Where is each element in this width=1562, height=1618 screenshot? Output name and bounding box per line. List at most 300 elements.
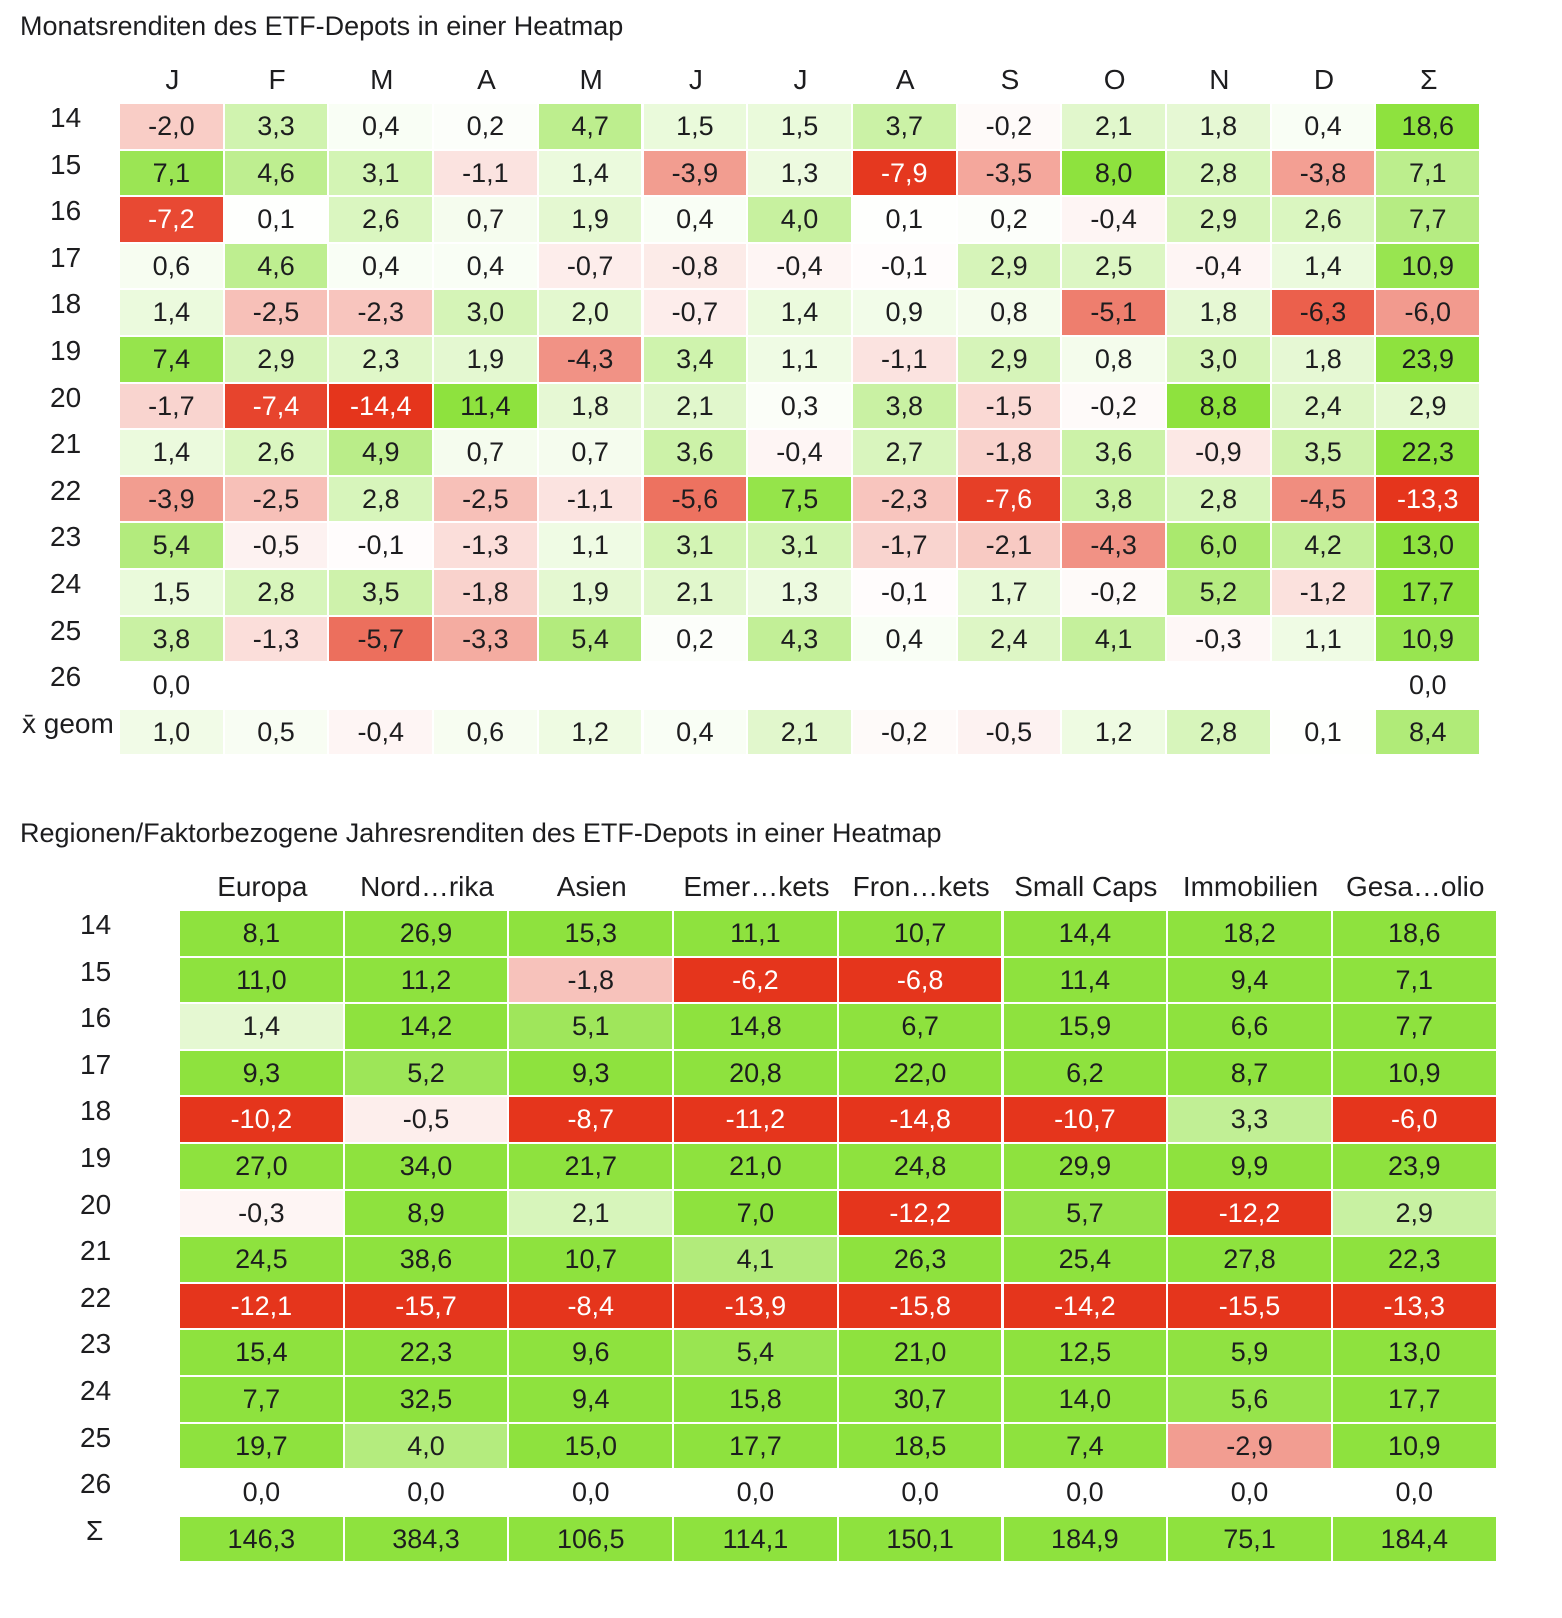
heatmap-cell: -3,9 [120,477,223,522]
heatmap-cell: 1,5 [644,104,747,149]
heatmap-cell: 17,7 [674,1424,837,1469]
heatmap-cell: 11,2 [345,958,508,1003]
heatmap-cell: -1,2 [1272,570,1375,615]
heatmap-cell: -1,3 [434,523,537,568]
heatmap-cell: 14,0 [1004,1377,1167,1422]
heatmap-cell: 2,8 [329,477,432,522]
heatmap-cell: 21,0 [674,1144,837,1189]
heatmap-cell: -1,5 [958,384,1061,429]
heatmap-cell: 1,9 [539,197,642,242]
heatmap-cell: 4,0 [345,1424,508,1469]
heatmap-cell: 1,4 [539,151,642,196]
heatmap-cell: 5,4 [674,1330,837,1375]
heatmap-cell: 3,0 [1167,337,1270,382]
heatmap-cell: -10,2 [180,1097,343,1142]
heatmap-cell: -0,9 [1167,430,1270,475]
column-header: Small Caps [1014,871,1158,902]
heatmap-cell: 0,3 [748,384,851,429]
heatmap-cell: -6,0 [1376,290,1479,335]
heatmap-cell: 2,4 [958,617,1061,662]
heatmap-cell: 0,8 [958,290,1061,335]
heatmap-cell: 18,2 [1168,911,1331,956]
heatmap-cell: -2,0 [120,104,223,149]
heatmap-cell: -1,7 [120,384,223,429]
heatmap-cell: 38,6 [345,1237,508,1282]
heatmap-cell: 27,8 [1168,1237,1331,1282]
heatmap-cell: -6,0 [1333,1097,1496,1142]
heatmap-cell: 2,7 [853,430,956,475]
heatmap-cell: 7,7 [180,1377,343,1422]
column-header: Emer…kets [683,871,830,902]
column-header: Immobilien [1182,871,1319,902]
heatmap-cell: 22,3 [1376,430,1479,475]
heatmap-cell: 1,8 [1167,104,1270,149]
heatmap-cell: 22,3 [1333,1237,1496,1282]
heatmap-cell: 0,0 [1408,670,1447,701]
row-label: 26 [80,1468,112,1500]
heatmap-cell: 0,7 [539,430,642,475]
heatmap-cell: 17,7 [1376,570,1479,615]
heatmap-cell: 5,1 [509,1004,672,1049]
heatmap-cell: 6,6 [1168,1004,1331,1049]
heatmap-cell: 0,0 [1230,1477,1269,1508]
heatmap-cell: 23,9 [1333,1144,1496,1189]
heatmap-cell: 24,8 [839,1144,1002,1189]
heatmap-cell: 1,0 [120,710,223,755]
column-header: J [165,64,180,95]
heatmap-cell: 2,1 [644,384,747,429]
heatmap-cell: 15,9 [1004,1004,1167,1049]
heatmap-cell: -3,3 [434,617,537,662]
heatmap-cell: 0,1 [853,197,956,242]
heatmap-cell: -13,3 [1333,1284,1496,1329]
heatmap-cell: 9,6 [509,1330,672,1375]
column-header: Fron…kets [852,871,990,902]
heatmap-cell: 0,0 [901,1477,939,1508]
heatmap-cell: 3,1 [644,523,747,568]
column-header: D [1313,64,1335,95]
heatmap-cell: 22,3 [345,1330,508,1375]
heatmap-cell: -1,1 [434,151,537,196]
heatmap-cell: 146,3 [180,1517,343,1562]
heatmap-cell: 2,0 [539,290,642,335]
column-header: A [895,64,915,95]
heatmap-cell: -0,1 [853,244,956,289]
heatmap-cell: 11,0 [180,958,343,1003]
row-label: 23 [50,521,82,553]
heatmap-cell: 1,2 [1062,710,1165,755]
heatmap-cell: 1,5 [120,570,223,615]
heatmap-cell: 3,5 [329,570,432,615]
heatmap-cell: -4,5 [1272,477,1375,522]
heatmap-cell: -11,2 [674,1097,837,1142]
heatmap-cell: 11,4 [434,384,537,429]
heatmap-cell: 1,9 [539,570,642,615]
heatmap-cell: 23,9 [1376,337,1479,382]
heatmap-cell: 3,8 [853,384,956,429]
heatmap-cell: 1,3 [748,570,851,615]
heatmap-cell: 4,0 [748,197,851,242]
heatmap-cell: 27,0 [180,1144,343,1189]
heatmap-cell: 1,5 [748,104,851,149]
heatmap-cell: -0,4 [1167,244,1270,289]
heatmap-cell: 3,1 [748,523,851,568]
row-label: 14 [80,909,112,940]
heatmap-cell: -1,1 [853,337,956,382]
heatmap-cell: 2,8 [1167,151,1270,196]
heatmap-cell: -13,3 [1376,477,1479,522]
heatmap-cell: 1,4 [1272,244,1375,289]
heatmap-cell: 0,2 [958,197,1061,242]
heatmap-cell: 26,3 [839,1237,1002,1282]
heatmap-cell: 3,1 [329,151,432,196]
heatmap-cell: 10,9 [1376,244,1479,289]
heatmap-cell: -0,1 [853,570,956,615]
heatmap-cell: -1,8 [958,430,1061,475]
heatmap-cell: -10,7 [1004,1097,1167,1142]
heatmap-cell: -1,1 [539,477,642,522]
heatmap-cell: 7,1 [1333,958,1496,1003]
heatmap-cell: 9,4 [1168,958,1331,1003]
heatmap-cell: 3,5 [1272,430,1375,475]
row-label: 14 [50,102,82,133]
heatmap-cell: 0,1 [225,197,328,242]
heatmap-cell: 3,6 [644,430,747,475]
heatmap-cell: -0,5 [225,523,328,568]
column-header: Europa [217,871,308,902]
heatmap-cell: 30,7 [839,1377,1002,1422]
heatmap-cell: 2,9 [1167,197,1270,242]
heatmap-cell: 22,0 [839,1051,1002,1096]
heatmap-cell: -0,4 [1062,197,1165,242]
heatmap-cell: 15,3 [509,911,672,956]
row-label: 22 [50,474,82,506]
heatmap-cell: 7,7 [1333,1004,1496,1049]
heatmap-cell: 2,4 [1272,384,1375,429]
heatmap-cell: 1,9 [434,337,537,382]
heatmap-cell: -5,6 [644,477,747,522]
heatmap-cell: 21,7 [509,1144,672,1189]
heatmap-cell: 8,1 [180,911,343,956]
heatmap-cell: 184,9 [1004,1517,1167,1562]
row-label: 25 [50,614,82,646]
heatmap-cell: -7,6 [958,477,1061,522]
row-label: 17 [50,241,82,273]
heatmap-cell: 5,4 [120,523,223,568]
heatmap-cell: -14,4 [329,384,432,429]
heatmap-cell: 17,7 [1333,1377,1496,1422]
heatmap-cell: 0,0 [1395,1477,1433,1508]
heatmap-cell: 0,0 [242,1477,281,1508]
heatmap-cell: -0,4 [748,430,851,475]
heatmap-cell: 6,0 [1167,523,1270,568]
heatmap-cell: 0,4 [644,197,747,242]
column-header: Σ [1420,64,1438,95]
heatmap-cell: -15,8 [839,1284,1002,1329]
heatmap-cell: 3,8 [120,617,223,662]
heatmap-cell: 32,5 [345,1377,508,1422]
heatmap-cell: -0,2 [1062,570,1165,615]
heatmap-cell: -2,3 [853,477,956,522]
heatmap-cell: 4,3 [748,617,851,662]
heatmap-cell: 2,6 [1272,197,1375,242]
heatmap-cell: 1,2 [539,710,642,755]
heatmap-cell: 21,0 [839,1330,1002,1375]
heatmap-cell: 4,6 [225,244,328,289]
heatmap-cell: 184,4 [1333,1517,1496,1562]
heatmap-cell: 1,4 [748,290,851,335]
heatmap-cell: 2,3 [329,337,432,382]
heatmap-cell: 1,1 [1272,617,1375,662]
heatmap-cell: -6,8 [839,958,1002,1003]
heatmap-cell: -5,1 [1062,290,1165,335]
heatmap-cell: 0,4 [853,617,956,662]
heatmap-cell: 7,4 [120,337,223,382]
heatmap-cell: 9,9 [1168,1144,1331,1189]
row-label: 16 [50,195,82,227]
heatmap-cell: -3,9 [644,151,747,196]
column-header: F [268,64,286,95]
heatmap-cell: 2,9 [1376,384,1479,429]
heatmap-cell: -6,2 [674,958,837,1003]
heatmap-cell: -0,2 [1062,384,1165,429]
heatmap-cell: 3,8 [1062,477,1165,522]
heatmap-cell: 4,7 [539,104,642,149]
heatmap-cell: 114,1 [674,1517,837,1562]
heatmap-cell: -0,3 [180,1191,343,1236]
heatmap-cell: 3,4 [644,337,747,382]
heatmap-cell: -1,3 [225,617,328,662]
heatmap-cell: -0,2 [958,104,1061,149]
row-label: 26 [50,661,82,693]
heatmap-cell: 0,4 [1272,104,1375,149]
heatmap-cell: 14,8 [674,1004,837,1049]
heatmap-cell: 0,2 [434,104,537,149]
heatmap-cell: -14,2 [1004,1284,1167,1329]
heatmap-cell: 5,7 [1004,1191,1167,1236]
heatmap-cell: -0,1 [329,523,432,568]
heatmap-cell: -0,7 [644,290,747,335]
heatmap-cell: -5,7 [329,617,432,662]
row-label: 15 [50,148,82,180]
heatmap-cell: 0,0 [152,670,191,701]
heatmap-cell: 10,9 [1376,617,1479,662]
heatmap-cell: 0,0 [1066,1477,1104,1508]
row-label: 18 [50,288,82,320]
column-header: M [579,64,603,95]
row-label: 17 [80,1048,112,1080]
heatmap-cell: -3,5 [958,151,1061,196]
heatmap-cell: -2,5 [225,477,328,522]
row-label: Σ [86,1514,104,1546]
heatmap-cell: 1,4 [120,290,223,335]
heatmap-cell: 7,4 [1004,1424,1167,1469]
heatmap-cell: -0,5 [345,1097,508,1142]
heatmap-cell: 0,9 [853,290,956,335]
heatmap-cell: 1,8 [1167,290,1270,335]
heatmap-cell: -12,2 [839,1191,1002,1236]
row-label: 15 [80,955,112,987]
heatmap-cell: 24,5 [180,1237,343,1282]
column-header: Asien [556,871,627,902]
heatmap-cell: 0,2 [644,617,747,662]
heatmap-cell: -2,1 [958,523,1061,568]
row-label: 21 [50,428,82,460]
heatmap-cell: -6,3 [1272,290,1375,335]
heatmap-cell: -2,9 [1168,1424,1331,1469]
heatmap-cell: 11,4 [1004,958,1167,1003]
heatmap-cell: 4,2 [1272,523,1375,568]
heatmap-cell: -8,4 [509,1284,672,1329]
heatmap-cell: 9,3 [180,1051,343,1096]
heatmap-cell: 150,1 [839,1517,1002,1562]
heatmap-cell: 0,6 [434,710,537,755]
heatmap-cell: 18,5 [839,1424,1002,1469]
heatmap-cell: -2,5 [434,477,537,522]
heatmap-cell: 3,7 [853,104,956,149]
row-label: 20 [50,381,82,413]
heatmap-cell: -13,9 [674,1284,837,1329]
heatmap-cell: -0,4 [748,244,851,289]
heatmap-cell: 25,4 [1004,1237,1167,1282]
row-label: 23 [80,1328,112,1360]
heatmap-cell: 10,7 [509,1237,672,1282]
heatmap-cell: 75,1 [1168,1517,1331,1562]
row-label: x̄ geom [22,707,114,739]
heatmap-cell: 2,1 [748,710,851,755]
heatmap-cell: 7,5 [748,477,851,522]
heatmap-cell: 6,2 [1004,1051,1167,1096]
heatmap-cell: -12,1 [180,1284,343,1329]
heatmap-cell: 19,7 [180,1424,343,1469]
heatmap-cell: 106,5 [509,1517,672,1562]
heatmap-cell: -0,8 [644,244,747,289]
heatmap-cell: 2,1 [644,570,747,615]
heatmap-cell: -0,7 [539,244,642,289]
heatmap-cell: 0,4 [434,244,537,289]
heatmap-cell: 13,0 [1376,523,1479,568]
heatmap-cell: -0,4 [329,710,432,755]
heatmap-cell: 20,8 [674,1051,837,1096]
heatmap-cell: 1,1 [539,523,642,568]
row-label: 19 [50,335,82,366]
heatmap-cell: -3,8 [1272,151,1375,196]
heatmap-cell: 10,9 [1333,1424,1496,1469]
heatmap-cell: 6,7 [839,1004,1002,1049]
row-label: 16 [80,1002,112,1034]
heatmap-cell: 0,7 [434,197,537,242]
heatmap-cell: -1,8 [509,958,672,1003]
heatmap-cell: 10,7 [839,911,1002,956]
heatmap-cell: 1,7 [958,570,1061,615]
heatmap-cell: -1,7 [853,523,956,568]
heatmap-cell: 0,5 [225,710,328,755]
heatmap-cell: -14,8 [839,1097,1002,1142]
heatmap-cell: -0,3 [1167,617,1270,662]
heatmap-cell: 1,1 [748,337,851,382]
heatmap-cell: -1,8 [434,570,537,615]
heatmap-cell: 5,2 [345,1051,508,1096]
heatmap-cell: -7,2 [120,197,223,242]
heatmap-cell: 0,8 [1062,337,1165,382]
heatmap-cell: -0,2 [853,710,956,755]
row-label: 25 [80,1421,112,1453]
heatmap-cell: 14,2 [345,1004,508,1049]
heatmap-cell: 1,8 [539,384,642,429]
heatmap-cell: 7,1 [120,151,223,196]
column-header: Nord…rika [360,871,494,902]
heatmap-cell: 0,4 [644,710,747,755]
column-header: J [793,64,808,95]
heatmap-cell: 2,8 [1167,710,1270,755]
row-label: 19 [80,1142,112,1173]
heatmap-cell: 2,1 [509,1191,672,1236]
heatmap-cell: 1,3 [748,151,851,196]
regional-heatmap-title: Regionen/Faktorbezogene Jahresrenditen des ETF-Depots in einer Heatmap [20,818,942,848]
heatmap-cell: -7,4 [225,384,328,429]
heatmap-cell: 34,0 [345,1144,508,1189]
heatmap-cell: 0,1 [1272,710,1375,755]
heatmap-cell: 2,9 [958,244,1061,289]
heatmap-cell: -0,5 [958,710,1061,755]
heatmap-cell: 10,9 [1333,1051,1496,1096]
heatmap-cell: -4,3 [1062,523,1165,568]
heatmap-cell: -7,9 [853,151,956,196]
heatmap-cell: 0,7 [434,430,537,475]
column-header: S [1000,64,1020,95]
heatmap-cell: 18,6 [1333,911,1496,956]
heatmap-cell: 2,8 [1167,477,1270,522]
column-header: O [1103,64,1126,95]
column-header: M [370,64,394,95]
heatmap-cell: 14,4 [1004,911,1167,956]
column-header: Gesa…olio [1345,871,1485,902]
heatmap-cell: 4,6 [225,151,328,196]
heatmap-cell: 3,3 [225,104,328,149]
row-label: 24 [80,1375,112,1406]
heatmap-cell: 2,9 [958,337,1061,382]
heatmap-cell: -15,5 [1168,1284,1331,1329]
heatmap-cell: 7,0 [674,1191,837,1236]
heatmap-cell: 1,8 [1272,337,1375,382]
heatmap-cell: 5,4 [539,617,642,662]
column-header: J [688,64,703,95]
heatmap-cell: 8,7 [1168,1051,1331,1096]
heatmap-cell: 5,9 [1168,1330,1331,1375]
heatmap-cell: 5,6 [1168,1377,1331,1422]
heatmap-cell: 0,0 [407,1477,445,1508]
heatmap-cell: 2,9 [1333,1191,1496,1236]
heatmap-cell: 11,1 [674,911,837,956]
heatmap-cell: 15,8 [674,1377,837,1422]
monthly-heatmap-title: Monatsrenditen des ETF-Depots in einer Heatmap [20,11,624,41]
heatmap-cell: 8,0 [1062,151,1165,196]
heatmap-cell: 0,4 [329,104,432,149]
heatmap-cell: 3,3 [1168,1097,1331,1142]
heatmap-cell: 2,1 [1062,104,1165,149]
row-label: 22 [80,1281,112,1313]
heatmap-cell: 29,9 [1004,1144,1167,1189]
heatmap-cell: 2,9 [225,337,328,382]
heatmap-cell: 384,3 [345,1517,508,1562]
heatmap-cell: 0,0 [571,1477,610,1508]
heatmap-cell: 7,7 [1376,197,1479,242]
heatmap-cell: 18,6 [1376,104,1479,149]
heatmap-cell: 9,4 [509,1377,672,1422]
heatmap-cell: -2,5 [225,290,328,335]
heatmap-cell: 1,4 [180,1004,343,1049]
heatmap-cell: 2,6 [329,197,432,242]
